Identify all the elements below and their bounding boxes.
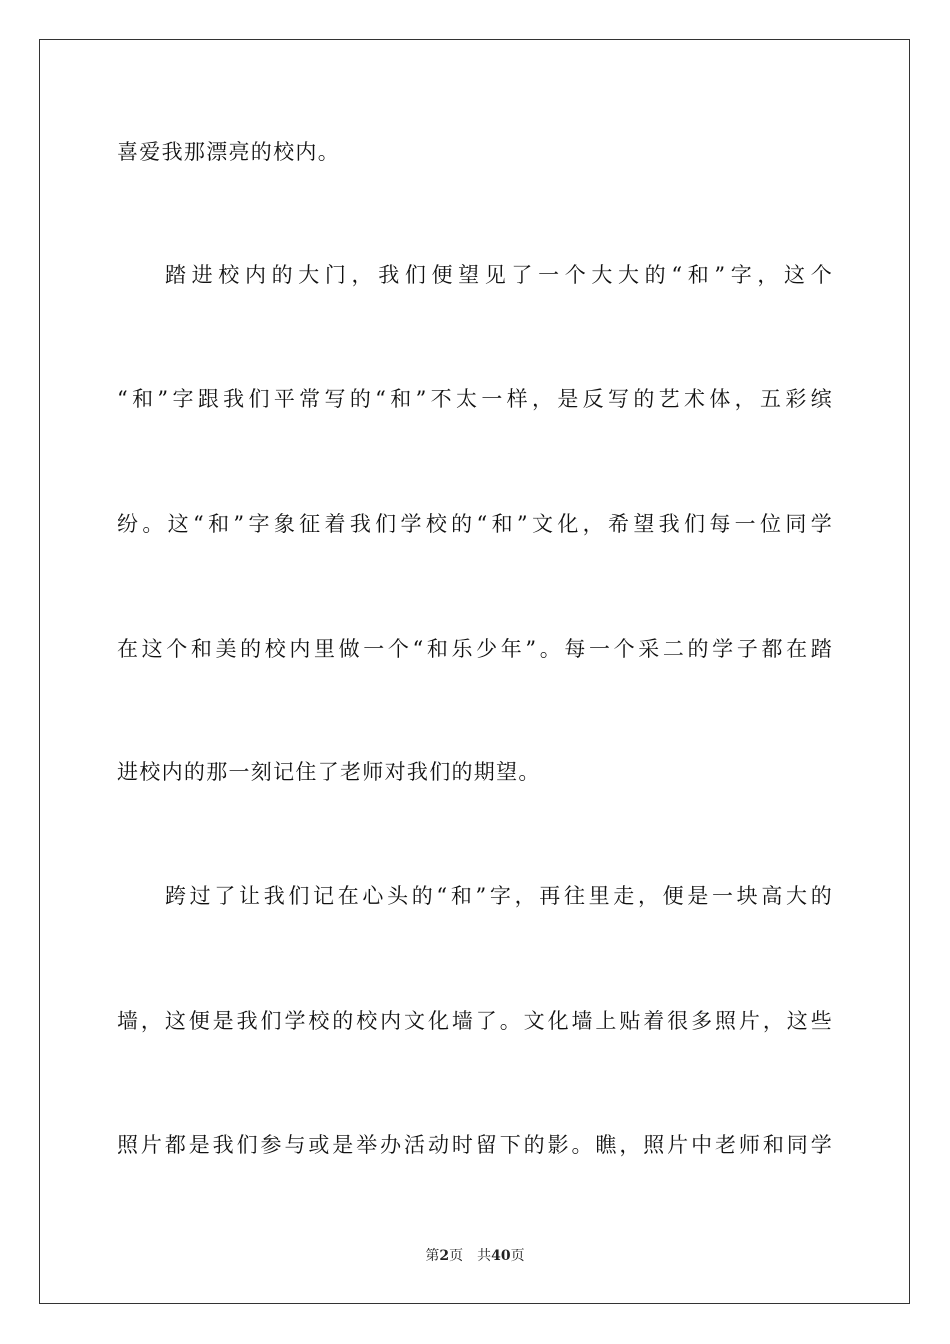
paragraph-line: 墙，这便是我们学校的校内文化墙了。文化墙上贴着很多照片，这些 [117, 1009, 833, 1033]
paragraph-line: 跨过了让我们记在心头的“和”字，再往里走，便是一块高大的 [165, 884, 833, 908]
page-suffix: 页 [449, 1248, 464, 1264]
paragraph-line: 在这个和美的校内里做一个“和乐少年”。每一个采二的学子都在踏 [117, 637, 833, 661]
total-suffix: 页 [510, 1248, 525, 1264]
paragraph-line: 踏进校内的大门，我们便望见了一个大大的“和”字，这个 [165, 263, 833, 287]
paragraph-line: 喜爱我那漂亮的校内。 [117, 140, 340, 164]
paragraph-line: 纷。这“和”字象征着我们学校的“和”文化，希望我们每一位同学 [117, 512, 833, 536]
page-prefix: 第 [425, 1248, 440, 1264]
page-footer [0, 1247, 950, 1265]
paragraph-line: 照片都是我们参与或是举办活动时留下的影。瞧，照片中老师和同学 [117, 1133, 833, 1157]
page-border [39, 39, 910, 1304]
page-number: 2 [439, 1248, 450, 1264]
paragraph-line: “和”字跟我们平常写的“和”不太一样，是反写的艺术体，五彩缤 [117, 387, 833, 411]
total-pages: 40 [491, 1248, 511, 1264]
total-prefix: 共 [477, 1248, 492, 1264]
paragraph-line: 进校内的那一刻记住了老师对我们的期望。 [117, 760, 541, 784]
